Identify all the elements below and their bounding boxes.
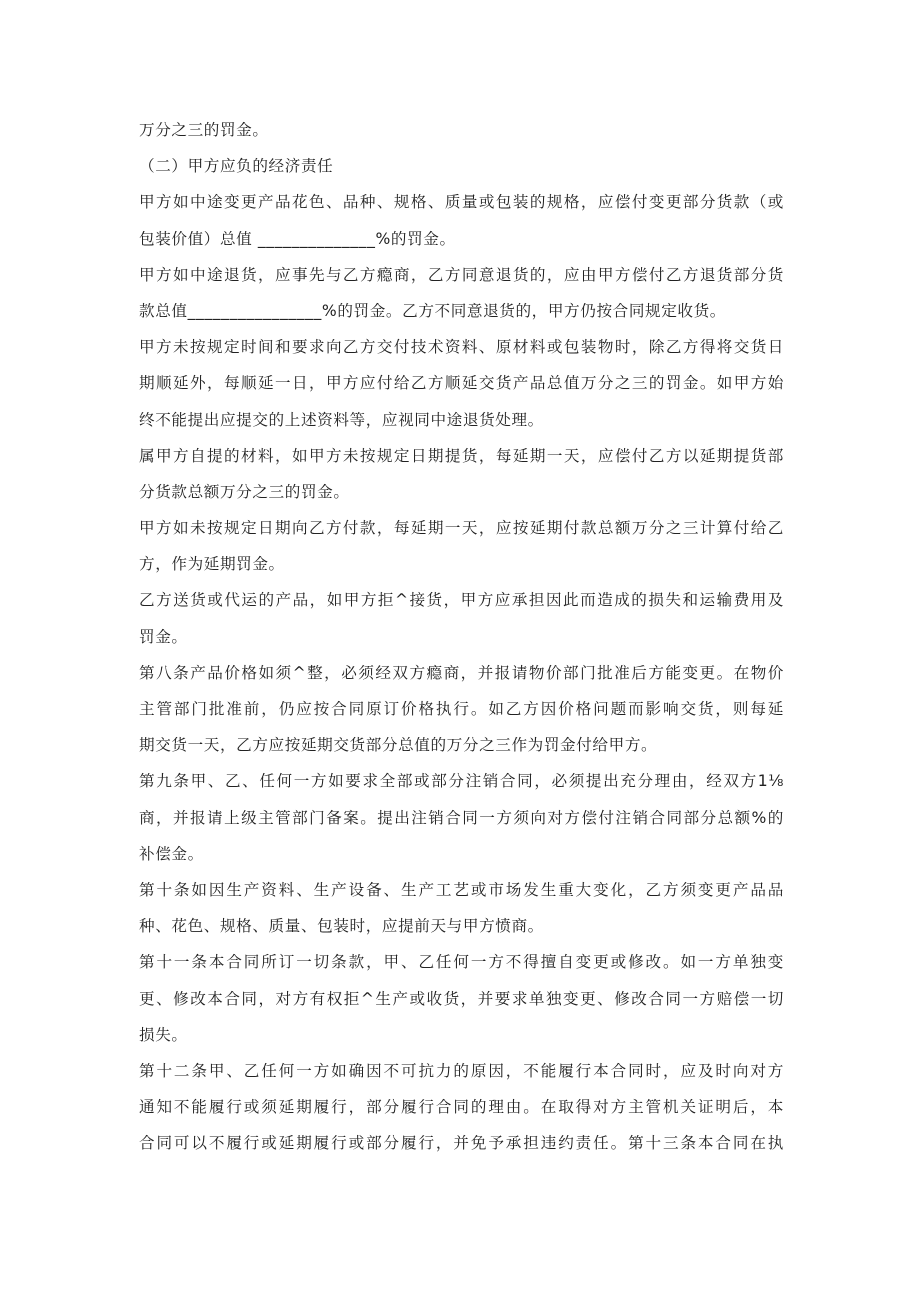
text-line: 主管部门批准前，仍应按合同原订价格执行。如乙方因价格问题而影响交货，则每延 (139, 700, 784, 718)
text-line: 罚金。 (139, 627, 188, 646)
text-line: 款总值________________%的罚金。乙方不同意退货的，甲方仍按合同规定收货。 (139, 301, 726, 320)
text-line: 甲方未按规定时间和要求向乙方交付技术资料、原材料或包装物时，除乙方得将交货日 (139, 338, 784, 357)
text-line: 乙方送货或代运的产品，如甲方拒^接货，甲方应承担因此而造成的损失和运输费用及 (139, 591, 784, 610)
text-line: 合同可以不履行或延期履行或部分履行，并免予承担违约责任。第十三条本合同在执 (139, 1134, 784, 1153)
text-line: 第十二条甲、乙任何一方如确因不可抗力的原因，不能履行本合同时，应及时向对方 (139, 1061, 784, 1080)
text-line: （二）甲方应负的经济责任 (139, 157, 334, 176)
text-line: 属甲方自提的材料，如甲方未按规定日期提货，每延期一天，应偿付乙方以延期提货部 (139, 446, 784, 465)
text-line: 补偿金。 (139, 844, 204, 863)
text-line: 损失。 (139, 1025, 188, 1044)
text-line: 种、花色、规格、质量、包装时，应提前天与甲方愤商。 (139, 917, 544, 936)
text-line: 期交货一天，乙方应按延期交货部分总值的万分之三作为罚金付给甲方。 (139, 736, 658, 755)
text-line: 第十一条本合同所订一切条款，甲、乙任何一方不得擅自变更或修改。如一方单独变 (139, 953, 784, 972)
text-line: 终不能提出应提交的上述资料等，应视同中途退货处理。 (139, 410, 544, 429)
text-line: 通知不能履行或须延期履行，部分履行合同的理由。在取得对方主管机关证明后，本 (139, 1098, 784, 1117)
text-line: 更、修改本合同，对方有权拒^生产或收货，并要求单独变更、修改合同一方赔偿一切 (139, 989, 784, 1008)
text-line: 甲方如中途变更产品花色、品种、规格、质量或包装的规格，应偿付变更部分货款（或 (139, 193, 784, 212)
text-line: 商，并报请上级主管部门备案。提出注销合同一方须向对方偿付注销合同部分总额%的 (139, 808, 784, 827)
text-line: 第八条产品价格如须^整，必须经双方瘾商，并报请物价部门批准后方能变更。在物价 (139, 663, 784, 682)
text-line: 包装价值）总值 ______________%的罚金。 (139, 229, 456, 248)
text-line: 万分之三的罚金。 (139, 121, 269, 139)
text-line: 第十条如因生产资料、生产设备、生产工艺或市场发生重大变化，乙方须变更产品品 (139, 880, 784, 899)
contract-body-text (139, 112, 784, 1161)
text-line: 期顺延外，每顺延一日，甲方应付给乙方顺延交货产品总值万分之三的罚金。如甲方始 (139, 374, 784, 393)
text-line: 甲方如中途退货，应事先与乙方瘾商，乙方同意退货的，应由甲方偿付乙方退货部分货 (139, 265, 784, 284)
text-line: 甲方如未按规定日期向乙方付款，每延期一天，应按延期付款总额万分之三计算付给乙 (139, 519, 784, 538)
text-line: 第九条甲、乙、任何一方如要求全部或部分注销合同，必须提出充分理由，经双方1⅛ (139, 772, 784, 791)
text-line: 方，作为延期罚金。 (139, 555, 285, 574)
text-line: 分货款总额万分之三的罚金。 (139, 482, 350, 501)
